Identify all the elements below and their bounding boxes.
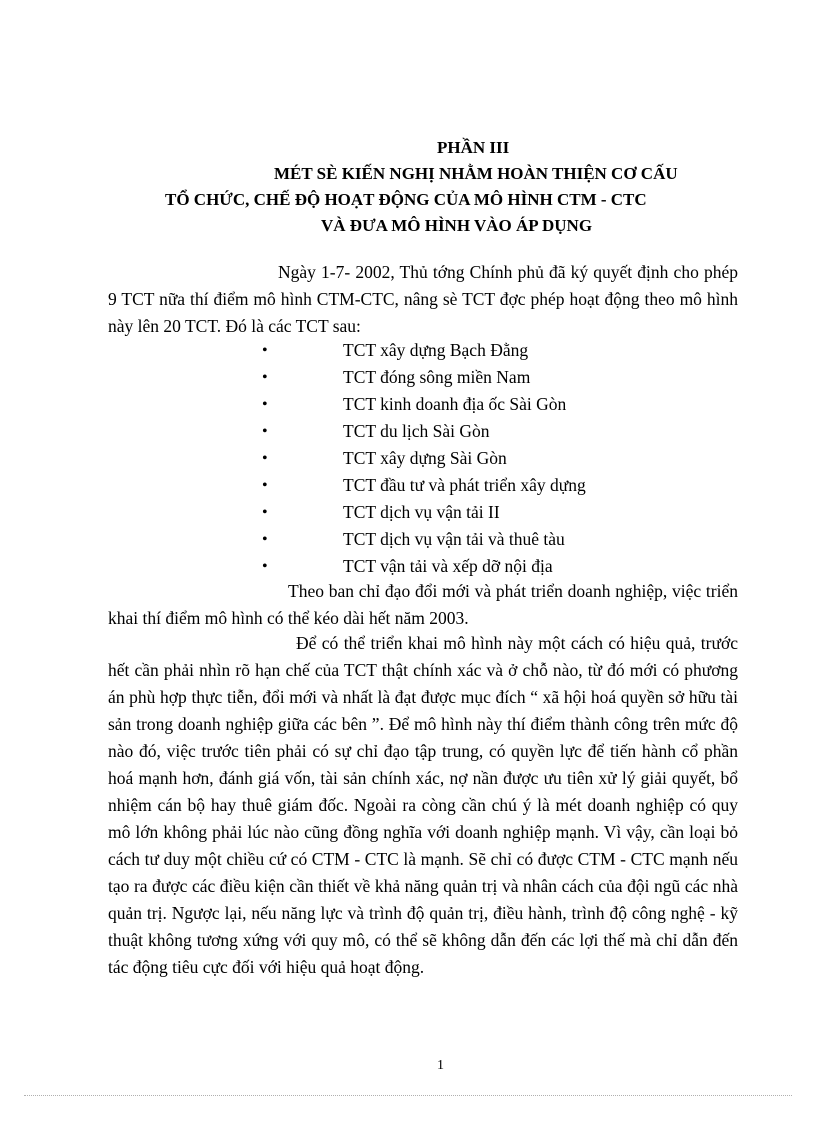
bullet-icon: • — [262, 477, 268, 494]
bullet-icon: • — [262, 423, 268, 440]
section-subtitle-line-1: MÉT SÈ KIẾN NGHỊ NHẰM HOÀN THIỆN CƠ CẤU — [274, 164, 678, 183]
list-item-text: TCT dịch vụ vận tải II — [343, 502, 500, 522]
section-subtitle-line-3: VÀ ĐƯA MÔ HÌNH VÀO ÁP DỤNG — [321, 216, 593, 235]
list-item-text: TCT vận tải và xếp dỡ nội địa — [343, 556, 553, 576]
bullet-icon: • — [262, 369, 268, 386]
list-item-text: TCT kinh doanh địa ốc Sài Gòn — [343, 394, 567, 414]
bullet-icon: • — [262, 558, 268, 575]
section-title: PHẦN III — [437, 138, 510, 157]
list-item-text: TCT du lịch Sài Gòn — [343, 421, 490, 441]
bullet-icon: • — [262, 531, 268, 548]
intro-paragraph: Ngày 1-7- 2002, Thủ tớng Chính phủ đã ký quyết định cho phép 9 TCT nữa thí điểm mô hình CTM-CTC, nâng sè TCT đợc phép hoạt động theo mô hình này lên 20 TCT. Đó là các TCT sau: — [108, 262, 738, 336]
bullet-icon: • — [262, 342, 268, 359]
third-paragraph: Để có thể triển khai mô hình này một cách có hiệu quả, trước hết cần phải nhìn rõ hạn chế của TCT thật chính xác và ở chỗ nào, từ đó mới có phương án phù hợp thực tiễn, đổi mới và nhất là đạt được mục đích “ xã hội hoá quyền sở hữu tài sản trong doanh nghiệp giữa các bên ”. Để mô hình này thí điểm thành công trên mức độ nào đó, việc trước tiên phải có sự chỉ đạo tập trung, có quyền lực để tiến hành cổ phần hoá mạnh hơn, đánh giá vốn, tài sản chính xác, nợ nần được ưu tiên xử lý giải quyết, bổ nhiệm cán bộ hay thuê giám đốc. Ngoài ra còng cần chú ý là mét doanh nghiệp có quy mô lớn không phải lúc nào cũng đồng nghĩa với doanh nghiệp mạnh. Vì vậy, cần loại bỏ cách tư duy một chiều cứ có CTM - CTC là mạnh. Sẽ chỉ có được CTM - CTC mạnh nếu tạo ra được các điều kiện cần thiết về khả năng quản trị và nhân cách của đội ngũ các nhà quản trị. Ngược lại, nếu năng lực và trình độ quản trị, điều hành, trình độ công nghệ - kỹ thuật không tương xứng với quy mô, có thể sẽ không dẫn đến các lợi thế mà chỉ dẫn đến tác động tiêu cực đối với hiệu quả hoạt động. — [108, 633, 738, 977]
section-subtitle-line-2: TỔ CHỨC, CHẾ ĐỘ HOẠT ĐỘNG CỦA MÔ HÌNH CTM - CTC — [165, 190, 647, 209]
bullet-icon: • — [262, 504, 268, 521]
list-item-text: TCT đóng sông miền Nam — [343, 367, 531, 387]
list-item-text: TCT dịch vụ vận tải và thuê tàu — [343, 529, 565, 549]
list-item-text: TCT xây dựng Bạch Đằng — [343, 340, 529, 360]
list-item-text: TCT đầu tư và phát triển xây dựng — [343, 475, 586, 495]
bullet-icon: • — [262, 450, 268, 467]
page-number: 1 — [437, 1058, 444, 1073]
footer-divider — [24, 1095, 792, 1096]
list-item-text: TCT xây dựng Sài Gòn — [343, 448, 507, 468]
bullet-icon: • — [262, 396, 268, 413]
second-paragraph: Theo ban chỉ đạo đổi mới và phát triển doanh nghiệp, việc triển khai thí điểm mô hình có thể kéo dài hết năm 2003. — [108, 581, 738, 628]
